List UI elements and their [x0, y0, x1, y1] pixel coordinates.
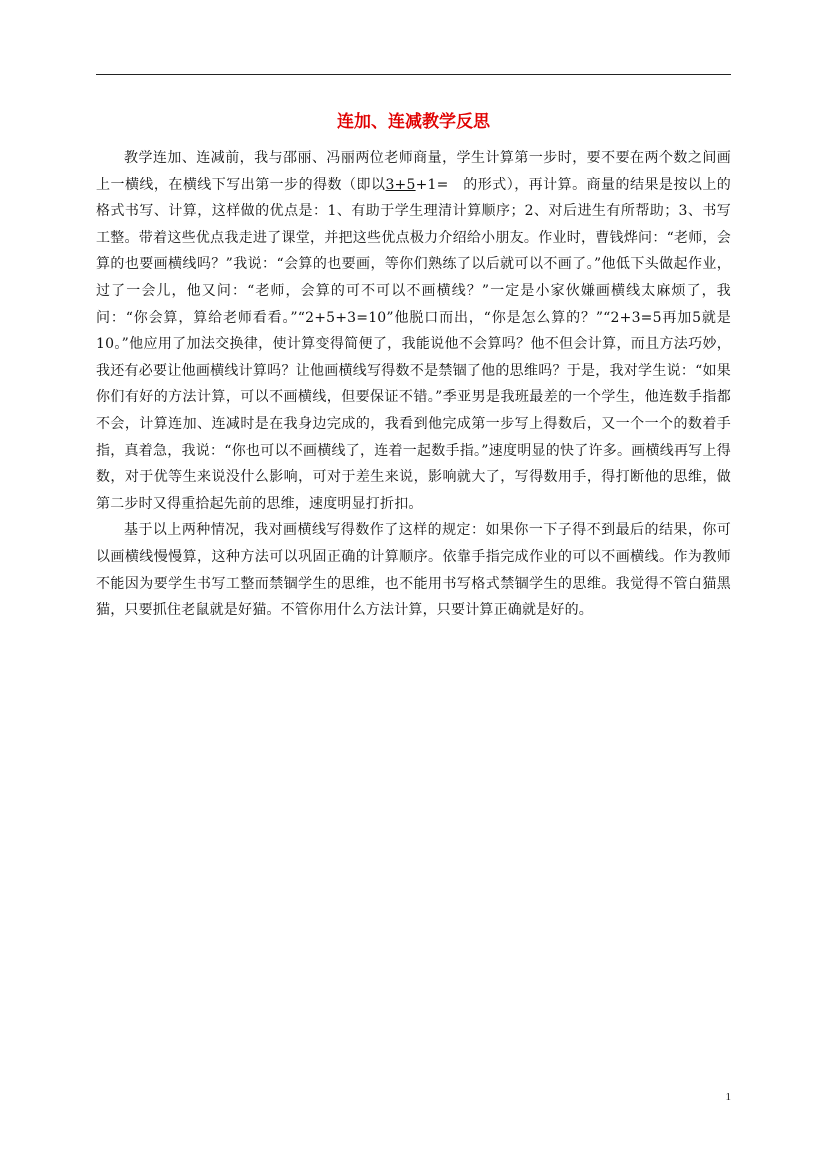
paragraph-2: 基于以上两种情况，我对画横线写得数作了这样的规定：如果你一下子得不到最后的结果，你可以画横线慢慢算，这种方法可以巩固正确的计算顺序。依靠手指完成作业的可以不画横线。作为教师不能因为要学生书写工整而禁锢学生的思维，也不能用书写格式禁锢学生的思维。我觉得不管白猫黑猫，只要抓住老鼠就是好猫。不管你用什么方法计算，只要计算正确就是好的。 — [96, 522, 731, 619]
underlined-example: 3+5 — [385, 176, 416, 193]
paragraph-1-text-after: +1= 的形式），再计算。商量的结果是按以上的格式书写、计算，这样做的优点是：1、有助于学生理清计算顺序；2、对后进生有所帮助；3、书写工整。带着这些优点我走进了课堂，并把这些优点极力介绍给小朋友。作业时，曹钱烨问：“老师，会算的也要画横线吗？”我说：“会算的也要画，等你们熟练了以后就可以不画了。”他低下头做起作业，过了一会儿，他又问：“老师，会算的可不可以不画横线？”一定是小家伙嫌画横线太麻烦了，我问：“你会算，算给老师看看。”“2+5+3=10”他脱口而出，“你是怎么算的？”“2+3=5再加5就是10。”他应用了加法交换律，使计算变得简便了，我能说他不会算吗？他不但会计算，而且方法巧妙，我还有必要让他画横线计算吗？让他画横线写得数不是禁锢了他的思维吗？于是，我对学生说：“如果你们有好的方法计算，可以不画横线，但要保证不错。”季亚男是我班最差的一个学生，他连数手指都不会，计算连加、连减时是在我身边完成的，我看到他完成第一步写上得数后，又一个一个的数着手指，真着急，我说：“你也可以不画横线了，连着一起数手指。”速度明显的快了许多。画横线再写上得数，对于优等生来说没什么影响，可对于差生来说，影响就大了，写得数用手，得打断他的思维，做第二步时又得重拾起先前的思维，速度明显打折扣。 — [96, 176, 731, 512]
page-number: 1 — [725, 1091, 731, 1103]
document-body — [96, 145, 731, 624]
paragraph-1 — [96, 145, 731, 517]
document-title: 连加、连减教学反思 — [337, 112, 490, 132]
header-rule — [96, 74, 731, 75]
paragraph-1-text-before: 教学连加、连减前，我与邵丽、冯丽两位老师商量，学生计算第一步时，要不要在两个数之间画上一横线，在横线下写出第一步的得数（即以 — [96, 150, 731, 193]
